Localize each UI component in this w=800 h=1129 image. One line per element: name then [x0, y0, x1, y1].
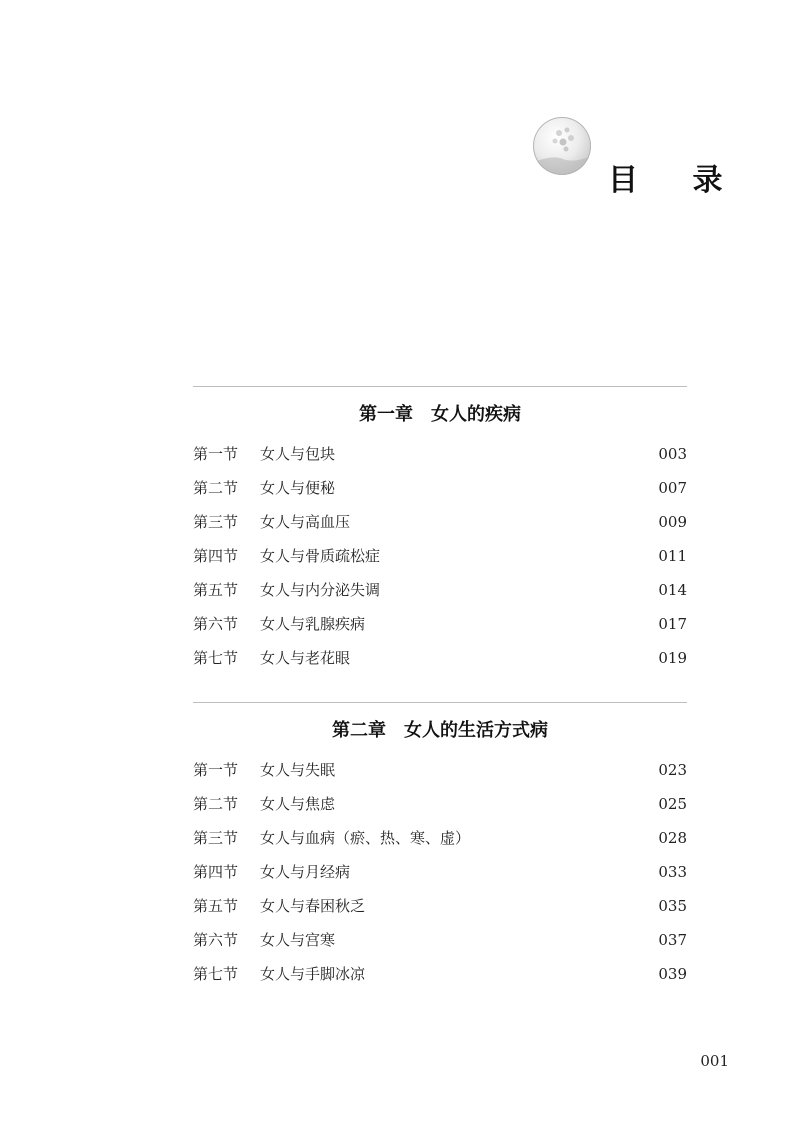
section-title: 女人与包块	[260, 445, 336, 463]
toc-entry[interactable]	[193, 578, 687, 602]
page-ref: 023	[658, 761, 687, 779]
page-ref: 037	[658, 931, 687, 949]
toc-entry[interactable]	[193, 962, 687, 986]
page-ref: 019	[658, 649, 687, 667]
section-number: 第七节	[193, 965, 239, 983]
section-title: 女人与手脚冰凉	[260, 965, 366, 983]
toc-entry[interactable]	[193, 758, 687, 782]
section-title: 女人与高血压	[260, 513, 351, 531]
section-number: 第五节	[193, 897, 239, 915]
section-number: 第五节	[193, 581, 239, 599]
section-title: 女人与宫寒	[260, 931, 336, 949]
section-number: 第六节	[193, 931, 239, 949]
toc-entry[interactable]	[193, 826, 687, 850]
section-number: 第二节	[193, 795, 239, 813]
section-number: 第四节	[193, 863, 239, 881]
page-ref: 014	[658, 581, 687, 599]
page-ref: 033	[658, 863, 687, 881]
section-title: 女人与乳腺疾病	[260, 615, 366, 633]
page-ref: 025	[658, 795, 687, 813]
toc-entry[interactable]	[193, 476, 687, 500]
toc-entry[interactable]	[193, 544, 687, 568]
page-ref: 039	[658, 965, 687, 983]
toc-entry[interactable]	[193, 928, 687, 952]
section-number: 第七节	[193, 649, 239, 667]
section-title: 女人与春困秋乏	[260, 897, 366, 915]
section-number: 第二节	[193, 479, 239, 497]
toc-entry[interactable]	[193, 792, 687, 816]
page-ref: 035	[658, 897, 687, 915]
section-number: 第一节	[193, 761, 239, 779]
decorative-emblem	[533, 117, 591, 175]
chapter-divider	[193, 386, 687, 387]
page-ref: 028	[658, 829, 687, 847]
toc-entry[interactable]	[193, 612, 687, 636]
section-number: 第四节	[193, 547, 239, 565]
toc-entry[interactable]	[193, 646, 687, 670]
page-ref: 017	[658, 615, 687, 633]
page-ref: 009	[658, 513, 687, 531]
page-ref: 003	[658, 445, 687, 463]
section-title: 女人与骨质疏松症	[260, 547, 381, 565]
flower-icon	[533, 117, 591, 175]
section-title: 女人与血病（瘀、热、寒、虚）	[260, 829, 471, 847]
toc-entry[interactable]	[193, 894, 687, 918]
section-title: 女人与老花眼	[260, 649, 351, 667]
section-title: 女人与焦虑	[260, 795, 336, 813]
page-number: 001	[700, 1052, 729, 1070]
toc-entry[interactable]	[193, 442, 687, 466]
section-number: 第六节	[193, 615, 239, 633]
section-title: 女人与便秘	[260, 479, 336, 497]
page-ref: 011	[658, 547, 687, 565]
chapter-title: 第一章 女人的疾病	[359, 404, 521, 425]
section-title: 女人与内分泌失调	[260, 581, 381, 599]
page-title: 目 录	[608, 163, 745, 198]
section-number: 第一节	[193, 445, 239, 463]
chapter-divider	[193, 702, 687, 703]
toc-entry[interactable]	[193, 860, 687, 884]
section-number: 第三节	[193, 829, 239, 847]
chapter-title: 第二章 女人的生活方式病	[332, 720, 548, 741]
section-title: 女人与失眠	[260, 761, 336, 779]
section-title: 女人与月经病	[260, 863, 351, 881]
section-number: 第三节	[193, 513, 239, 531]
toc-entry[interactable]	[193, 510, 687, 534]
page-ref: 007	[658, 479, 687, 497]
